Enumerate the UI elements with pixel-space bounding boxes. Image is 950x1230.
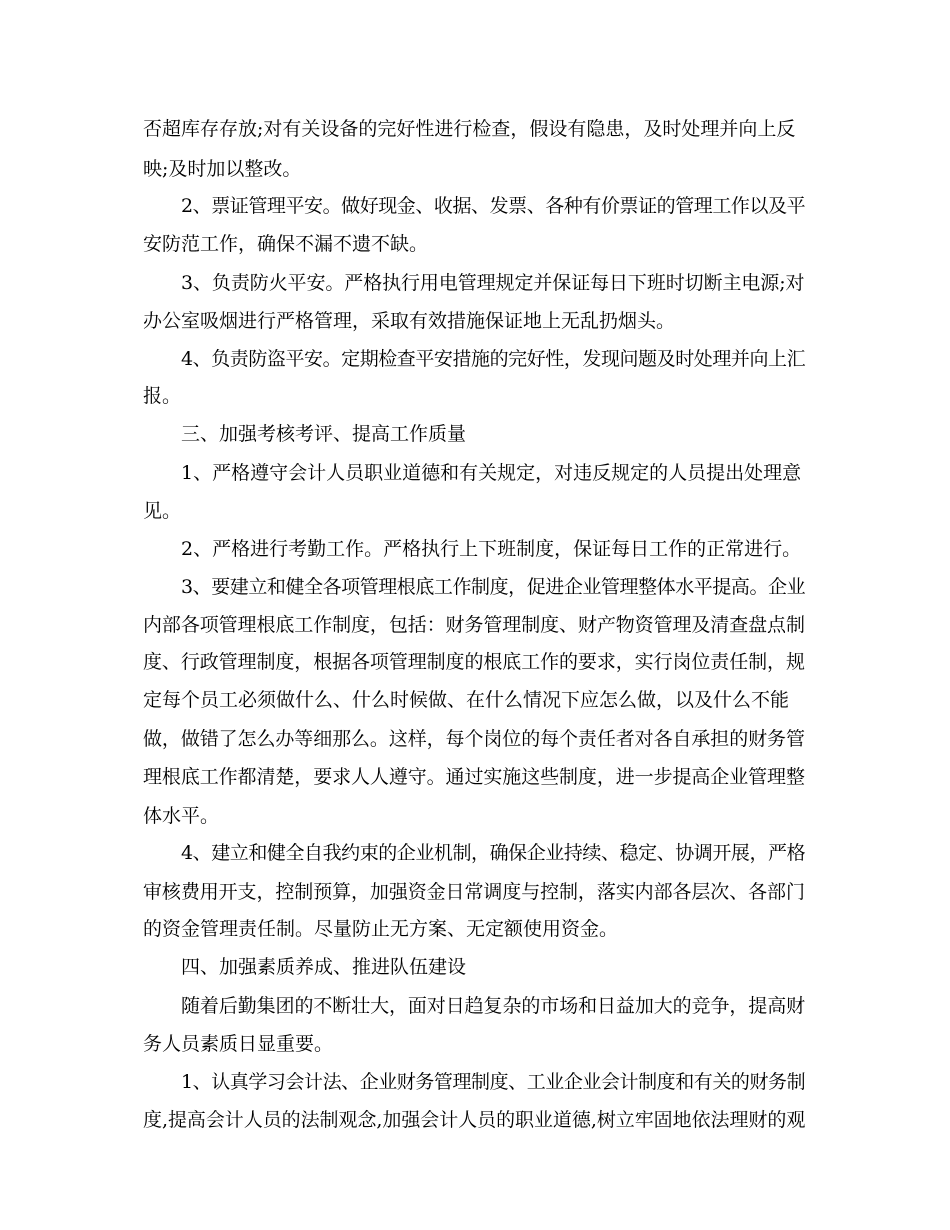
text-line: 的资金管理责任制。尽量防止无方案、无定额使用资金。 (143, 918, 619, 940)
text-line: 见。 (143, 500, 182, 522)
text-line: 报。 (143, 385, 182, 407)
text-line: 办公室吸烟进行严格管理，采取有效措施保证地上无乱扔烟头。 (143, 310, 676, 332)
text-line: 3、负责防火平安。严格执行用电管理规定并保证每日下班时切断主电源;对 (181, 272, 805, 294)
text-line: 1、严格遵守会计人员职业道德和有关规定，对违反规定的人员提出处理意 (181, 462, 802, 484)
text-line: 内部各项管理根底工作制度，包括：财务管理制度、财产物资管理及清查盘点制 (143, 614, 805, 636)
section-heading: 三、加强考核考评、提高工作质量 (181, 423, 467, 445)
text-line: 度、行政管理制度，根据各项管理制度的根底工作的要求，实行岗位责任制，规 (143, 651, 805, 673)
text-line: 1、认真学习会计法、企业财务管理制度、工业企业会计制度和有关的财务制 (181, 1071, 806, 1093)
text-line: 安防范工作，确保不漏不遗不缺。 (143, 233, 429, 255)
text-line: 度,提高会计人员的法制观念,加强会计人员的职业道德,树立牢固地依法理财的观 (143, 1109, 806, 1131)
text-line: 2、票证管理平安。做好现金、收据、发票、各种有价票证的管理工作以及平 (181, 195, 806, 217)
text-line: 定每个员工必须做什么、什么时候做、在什么情况下应怎么做，以及什么不能 (143, 689, 790, 711)
text-line: 2、严格进行考勤工作。严格执行上下班制度，保证每日工作的正常进行。 (181, 538, 802, 560)
text-line: 4、负责防盗平安。定期检查平安措施的完好性，发现问题及时处理并向上汇 (181, 348, 806, 370)
text-line: 随着后勤集团的不断壮大，面对日趋复杂的市场和日益加大的竞争，提高财 (181, 995, 806, 1017)
text-line: 4、建立和健全自我约束的企业机制，确保企业持续、稳定、协调开展，严格 (181, 842, 806, 864)
text-line: 审核费用开支，控制预算，加强资金日常调度与控制，落实内部各层次、各部门 (143, 881, 805, 903)
text-line: 体水平。 (143, 805, 220, 827)
text-line: 务人员素质日显重要。 (143, 1033, 334, 1055)
text-line: 否超库存存放;对有关设备的完好性进行检查，假设有隐患，及时处理并向上反 (143, 118, 796, 140)
text-line: 做，做错了怎么办等细那么。这样，每个岗位的每个责任者对各自承担的财务管 (143, 728, 805, 750)
text-line: 理根底工作都清楚，要求人人遵守。通过实施这些制度，进一步提高企业管理整 (143, 766, 805, 788)
text-line: 3、要建立和健全各项管理根底工作制度，促进企业管理整体水平提高。企业 (181, 576, 806, 598)
text-line: 映;及时加以整改。 (143, 158, 302, 180)
section-heading: 四、加强素质养成、推进队伍建设 (181, 956, 467, 978)
